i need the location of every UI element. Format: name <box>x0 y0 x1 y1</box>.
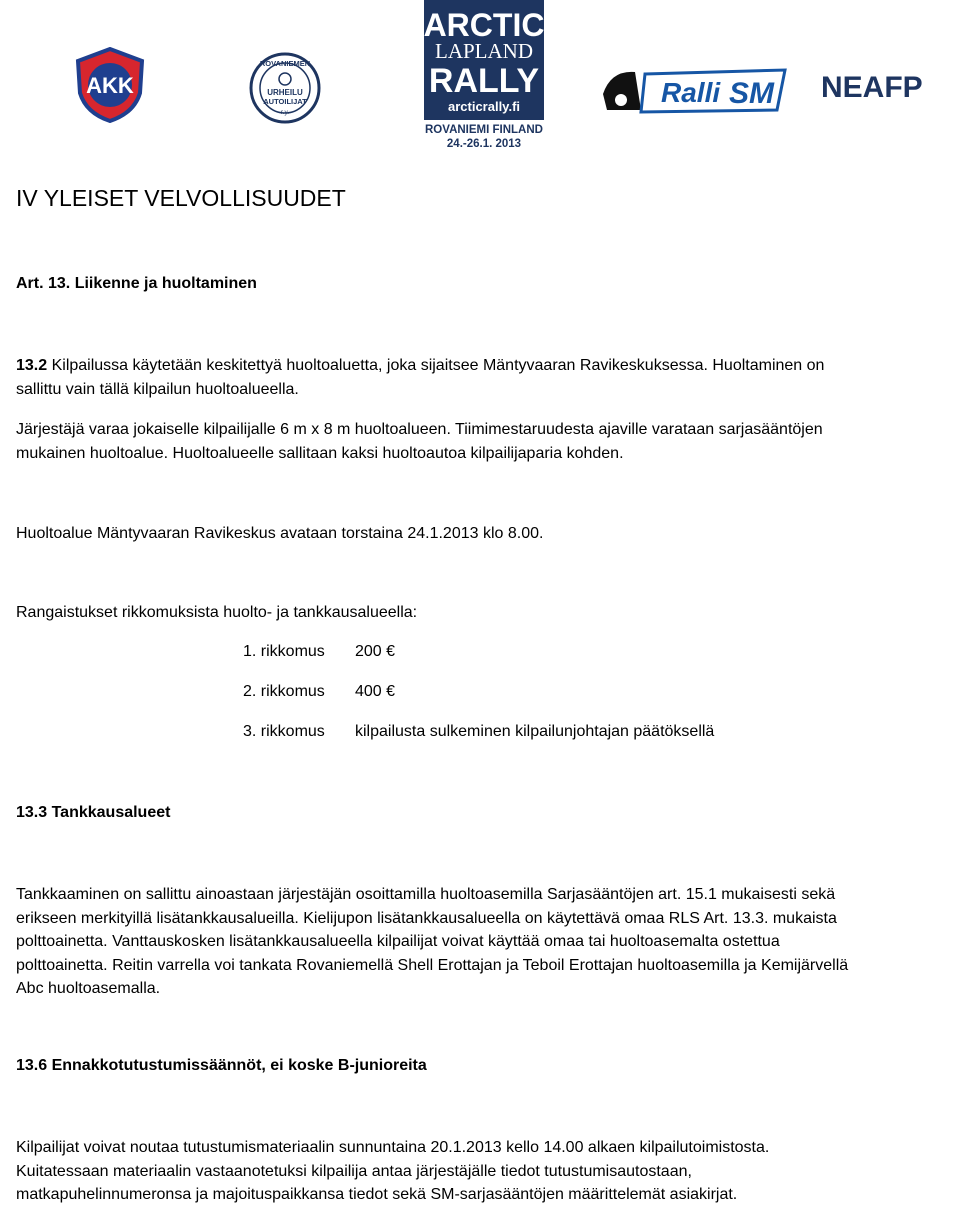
ralli-sm-logo-part2: SM <box>729 77 774 110</box>
paragraph-avataan: Huoltoalue Mäntyvaaran Ravikeskus avataan torstaina 24.1.2013 klo 8.00. <box>16 525 544 542</box>
neafp-logo <box>821 70 925 102</box>
sponsor-logo-bar <box>0 0 960 160</box>
penalty-value: kilpailusta sulkeminen kilpailunjohtajan päätöksellä <box>355 723 715 740</box>
arctic-logo-line2: LAPLAND <box>435 39 533 63</box>
ralli-sm-logo <box>601 64 787 118</box>
paragraph-jarjestaja-line1: Järjestäjä varaa jokaiselle kilpailijalle 6 m x 8 m huoltoalueen. Tiimimestaruudesta ajaville varataan sarjasääntöjen <box>16 421 823 438</box>
arctic-logo-place: ROVANIEMI FINLAND <box>425 124 543 136</box>
section-13-3-line: Abc huoltoasemalla. <box>16 980 161 997</box>
paragraph-rangaistukset: Rangaistukset rikkomuksista huolto- ja tankkausalueella: <box>16 604 418 621</box>
section-13-3-line: polttoainetta. Reitin varrella voi tankata Rovaniemellä Shell Erottajan ja Teboil Erottajan huoltoasemilla ja Kemijärvellä <box>16 956 849 974</box>
arctic-lapland-rally-logo <box>424 0 544 150</box>
penalty-row <box>0 683 960 705</box>
rovaniemen-urheiluautoilijat-logo <box>249 52 321 124</box>
arctic-logo-dates: 24.-26.1. 2013 <box>446 138 522 150</box>
paragraph-13-2-text: Kilpailussa käytetään keskitettyä huoltoaluetta, joka sijaitsee Mäntyvaaran Ravikeskuksessa. Huoltaminen on <box>47 357 825 374</box>
penalty-label: 1. rikkomus <box>243 643 325 660</box>
rovaniemen-logo-mid1: URHEILU <box>267 88 303 97</box>
section-13-6-line: Kuitatessaan materiaalin vastaanotetuksi kilpailija antaa järjestäjälle tiedot tutustumisautostaan, <box>16 1162 692 1180</box>
section-13-3-line: polttoainetta. Vanttauskosken lisätankkausalueella kilpailijat voivat käyttää omaa tai huoltoasemalta ostettua <box>16 933 780 950</box>
paragraph-jarjestaja <box>16 418 941 465</box>
section-13-3-line: erikseen merkityillä lisätankkausalueilla. Kielijupon lisätankkausalueella on käytettävä omaa RLS Art. 13.3. mukaista <box>16 909 837 927</box>
art13-title: Art. 13. Liikenne ja huoltaminen <box>16 275 257 292</box>
penalty-label: 2. rikkomus <box>243 683 325 700</box>
rovaniemen-logo-top: ROVANIEMEN <box>259 59 311 68</box>
ralli-sm-logo-part1: Ralli <box>661 77 721 108</box>
rovaniemen-logo-bottom: r.y. <box>280 109 290 116</box>
section-title: IV YLEISET VELVOLLISUUDET <box>16 185 346 211</box>
section-13-3-text <box>16 883 941 1001</box>
paragraph-13-2-number: 13.2 <box>16 357 48 374</box>
section-13-6-line: matkapuhelinnumeronsa ja majoituspaikkansa tiedot sekä SM-sarjasääntöjen määrittelemät asiakirjat. <box>16 1186 738 1203</box>
section-13-3-line: Tankkaaminen on sallittu ainoastaan järjestäjän osoittamilla huoltoasemilla Sarjasääntöjen art. 15.1 mukaisesti sekä <box>16 886 836 903</box>
paragraph-13-2-line2: sallittu vain tällä kilpailun huoltoalueella. <box>16 380 299 398</box>
rovaniemen-logo-mid2: AUTOILIJAT <box>263 97 307 106</box>
paragraph-jarjestaja-line2: mukainen huoltoalue. Huoltoalueelle sallitaan kaksi huoltoautoa kilpailijaparia kohden. <box>16 444 624 462</box>
section-13-6-text <box>16 1136 941 1207</box>
arctic-logo-line1: ARCTIC <box>424 7 544 43</box>
neafp-logo-text: NEAFP <box>821 71 923 102</box>
penalty-row <box>0 723 960 745</box>
penalty-row <box>0 643 960 665</box>
arctic-logo-line3: RALLY <box>428 62 540 100</box>
arctic-logo-url: arcticrally.fi <box>447 99 521 114</box>
paragraph-13-2-line1 <box>16 354 941 378</box>
section-13-3-title: 13.3 Tankkausalueet <box>16 804 171 821</box>
akk-logo-text: AKK <box>86 73 134 98</box>
akk-logo <box>74 47 146 123</box>
penalty-label: 3. rikkomus <box>243 723 325 740</box>
section-13-6-title: 13.6 Ennakkotutustumissäännöt, ei koske B-junioreita <box>16 1057 427 1074</box>
penalty-value: 400 € <box>355 683 396 700</box>
paragraph-13-2 <box>16 354 941 401</box>
penalty-value: 200 € <box>355 643 396 660</box>
section-13-6-line: Kilpailijat voivat noutaa tutustumismateriaalin sunnuntaina 20.1.2013 kello 14.00 alkaen kilpailutoimistosta. <box>16 1139 770 1156</box>
